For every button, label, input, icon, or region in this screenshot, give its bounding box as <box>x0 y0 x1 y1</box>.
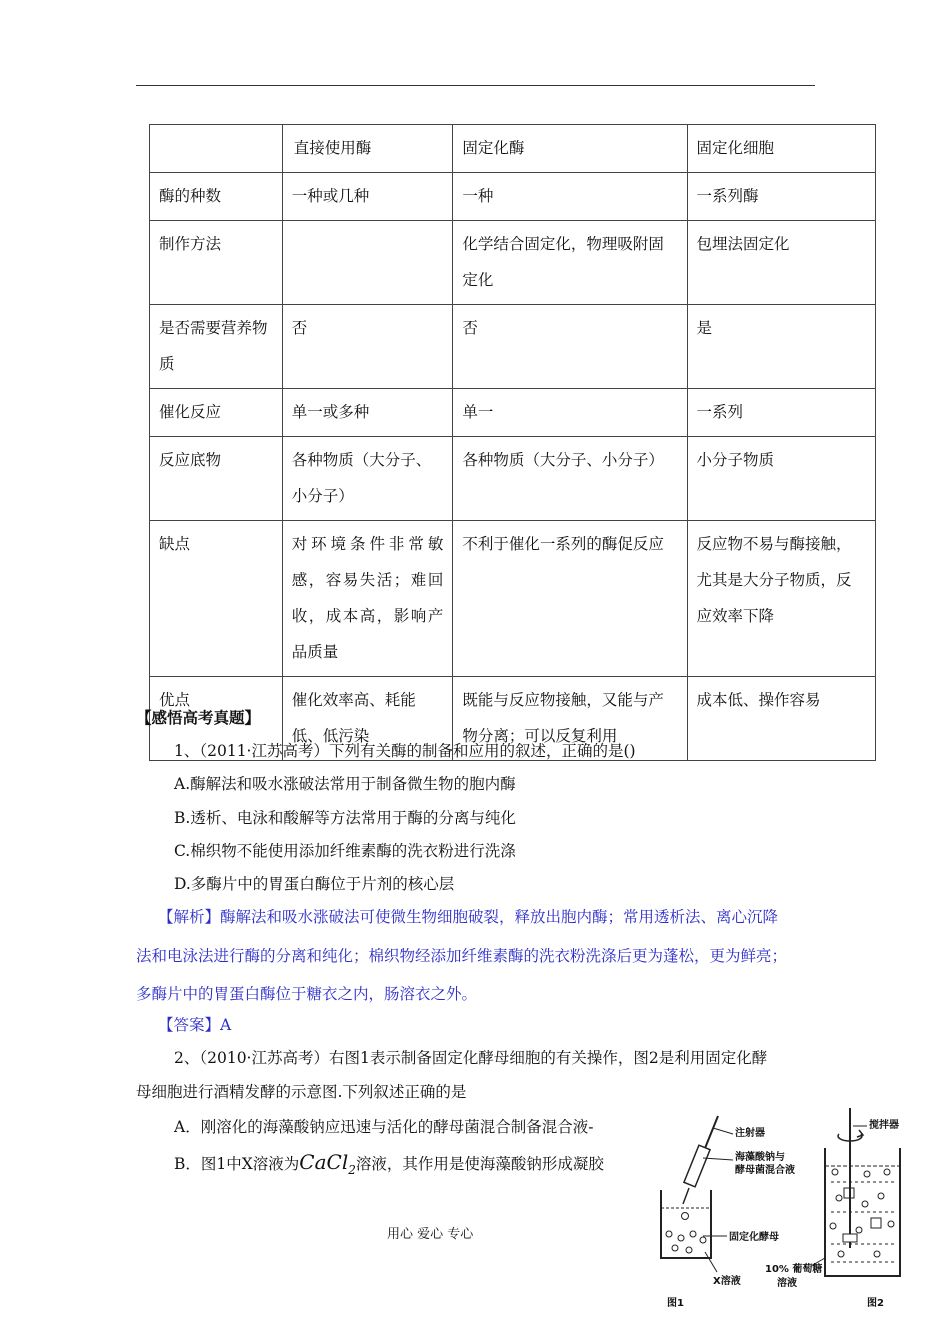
table-cell: 单一 <box>453 389 687 437</box>
table-header-cell: 固定化细胞 <box>687 125 875 173</box>
section-title: 【感悟高考真题】 <box>136 708 261 727</box>
table-cell: 一种 <box>453 173 687 221</box>
option-b-pre: B．图1中X溶液为 <box>174 1155 300 1173</box>
table-cell: 制作方法 <box>150 221 283 305</box>
q1-option-d: D.多酶片中的胃蛋白酶位于片剂的核心层 <box>174 875 455 893</box>
label-mix-2: 酵母菌混合液 <box>735 1165 795 1176</box>
fermentation-figure <box>655 1108 915 1314</box>
table-cell: 各种物质（大分子、小分子） <box>453 437 687 521</box>
q2-stem-line-2: 母细胞进行酒精发酵的示意图.下列叙述正确的是 <box>136 1083 467 1101</box>
header-rule <box>136 85 815 86</box>
table-header-row <box>150 125 876 173</box>
table-cell: 一系列酶 <box>687 173 875 221</box>
table-cell: 反应底物 <box>150 437 283 521</box>
q1-analysis-line-3: 多酶片中的胃蛋白酶位于糖衣之内，肠溶衣之外。 <box>136 985 478 1003</box>
table-cell: 否 <box>282 305 453 389</box>
table-cell: 否 <box>453 305 687 389</box>
table-cell: 是否需要营养物质 <box>150 305 283 389</box>
table-row <box>150 521 876 677</box>
table-header-cell: 直接使用酶 <box>282 125 453 173</box>
label-fig-1: 图1 <box>667 1298 684 1309</box>
label-immobilized-yeast: 固定化酵母 <box>729 1232 779 1243</box>
q1-option-c: C.棉织物不能使用添加纤维素酶的洗衣粉进行洗涤 <box>174 842 516 860</box>
label-stirrer: 搅拌器 <box>869 1120 899 1131</box>
table-cell: 一种或几种 <box>282 173 453 221</box>
table-cell: 化学结合固定化，物理吸附固定化 <box>453 221 687 305</box>
table-cell <box>282 221 453 305</box>
analysis-tag: 【解析】 <box>158 908 221 926</box>
q2-stem-line-1: 2、（2010·江苏高考）右图1表示制备固定化酵母细胞的有关操作，图2是利用固定化酵 <box>174 1049 768 1067</box>
stirrer-icon <box>838 1108 867 1248</box>
table-cell: 优点 <box>150 677 283 761</box>
beaker-1-icon <box>661 1190 727 1272</box>
table-cell: 既能与反应物接触，又能与产物分离；可以反复利用 <box>453 677 687 761</box>
table-row <box>150 389 876 437</box>
table-cell: 缺点 <box>150 521 283 677</box>
q1-analysis-line-2: 法和电泳法进行酶的分离和纯化；棉织物经添加纤维素酶的洗衣粉洗涤后更为蓬松，更为鲜亮； <box>136 947 788 965</box>
syringe-icon <box>683 1116 733 1204</box>
answer-value: A <box>220 1016 232 1034</box>
q1-option-a: A.酶解法和吸水涨破法常用于制备微生物的胞内酶 <box>174 775 516 793</box>
analysis-text: 酶解法和吸水涨破法可使微生物细胞破裂，释放出胞内酶；常用透析法、离心沉降 <box>220 908 779 926</box>
table-row <box>150 305 876 389</box>
label-glucose-2: 溶液 <box>777 1278 797 1289</box>
q1-option-b: B.透析、电泳和酸解等方法常用于酶的分离与纯化 <box>174 809 516 827</box>
table-cell: 包埋法固定化 <box>687 221 875 305</box>
formula-main: CaCl <box>299 1150 349 1174</box>
option-b-post: 溶液，其作用是使海藻酸钠形成凝胶 <box>355 1155 604 1173</box>
table-cell: 是 <box>687 305 875 389</box>
q2-option-a: A．刚溶化的海藻酸钠应迅速与活化的酵母菌混合制备混合液- <box>174 1118 594 1136</box>
table-cell: 一系列 <box>687 389 875 437</box>
table-cell: 催化效率高、耗能低、低污染 <box>282 677 453 761</box>
table-header-cell: 固定化酶 <box>453 125 687 173</box>
enzyme-comparison-table <box>149 124 876 761</box>
label-syringe: 注射器 <box>735 1128 765 1139</box>
table-header-cell <box>150 125 283 173</box>
answer-tag: 【答案】 <box>158 1016 221 1034</box>
page-footer: 用心 爱心 专心 <box>387 1227 474 1242</box>
label-x-solution: X溶液 <box>713 1276 741 1287</box>
table-cell: 小分子物质 <box>687 437 875 521</box>
table-cell: 催化反应 <box>150 389 283 437</box>
formula-sub: 2 <box>348 1163 356 1177</box>
table-row <box>150 437 876 521</box>
label-glucose-1: 10% 葡萄糖 <box>765 1264 823 1275</box>
cacl2-formula <box>299 1150 356 1177</box>
table-cell: 反应物不易与酶接触，尤其是大分子物质，反应效率下降 <box>687 521 875 677</box>
table-cell: 成本低、操作容易 <box>687 677 875 761</box>
beaker-2-icon <box>811 1148 900 1276</box>
table-cell: 各种物质（大分子、小分子） <box>282 437 453 521</box>
table-cell: 单一或多种 <box>282 389 453 437</box>
q2-option-b <box>174 1150 604 1177</box>
q1-stem: 1、（2011·江苏高考）下列有关酶的制备和应用的叙述，正确的是() <box>174 742 636 760</box>
table-cell: 酶的种数 <box>150 173 283 221</box>
table-row <box>150 173 876 221</box>
table-cell: 不利于催化一系列的酶促反应 <box>453 521 687 677</box>
table-cell: 对环境条件非常敏感，容易失活；难回收，成本高，影响产品质量 <box>282 521 453 677</box>
label-mix-1: 海藻酸钠与 <box>735 1152 785 1163</box>
q1-analysis-line-1 <box>158 905 778 927</box>
table-row <box>150 221 876 305</box>
q1-answer <box>158 1013 231 1035</box>
label-fig-2: 图2 <box>867 1298 884 1309</box>
